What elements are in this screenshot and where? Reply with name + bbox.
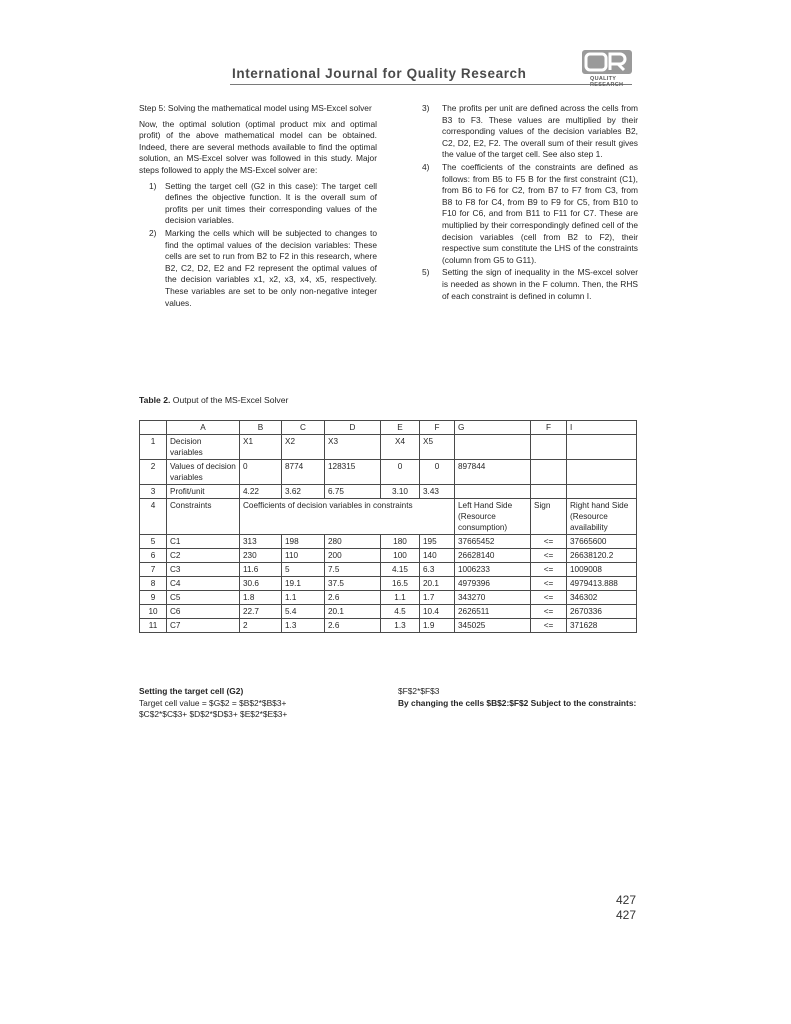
list-text: Setting the sign of inequality in the MS-excel solver is needed as shown in the F column. Then, the RHS of each constraint is defined in column I.	[442, 267, 638, 301]
table-row	[140, 485, 637, 499]
table-cell: 140	[420, 549, 455, 563]
table-cell: 897844	[455, 460, 531, 485]
list-item	[139, 228, 377, 309]
table-cell: 1.3	[282, 619, 325, 633]
table-cell	[455, 485, 531, 499]
header-cell: F	[420, 421, 455, 435]
table-row	[140, 563, 637, 577]
page-number: 427	[615, 893, 636, 907]
target-cell-formula-line-3: $F$2*$F$3	[398, 686, 440, 696]
table-cell	[531, 435, 567, 460]
table-cell: 110	[282, 549, 325, 563]
list-text: Setting the target cell (G2 in this case): The target cell defines the objective function. It is the overall sum of profits per unit times their corresponding values of the decision variables.	[165, 180, 377, 226]
table-cell: 26638120.2	[567, 549, 637, 563]
journal-logo	[578, 50, 636, 90]
table-cell: C3	[167, 563, 240, 577]
header-rule	[230, 84, 632, 85]
table-cell: <=	[531, 563, 567, 577]
table-row	[140, 577, 637, 591]
step-heading: Step 5: Solving the mathematical model using MS-Excel solver	[139, 103, 372, 113]
table-cell: 2	[240, 619, 282, 633]
list-item	[422, 162, 638, 266]
table-cell: C7	[167, 619, 240, 633]
header-cell: A	[167, 421, 240, 435]
table-cell: <=	[531, 605, 567, 619]
list-item	[422, 267, 638, 302]
right-column	[422, 103, 638, 303]
table-cell: 4979413.888	[567, 577, 637, 591]
table-cell: X3	[325, 435, 381, 460]
table-cell: Coefficients of decision variables in constraints	[240, 499, 455, 535]
table-cell	[455, 435, 531, 460]
table-cell: 230	[240, 549, 282, 563]
table-cell: 2626511	[455, 605, 531, 619]
list-number: 1)	[149, 180, 157, 191]
table-cell: 198	[282, 535, 325, 549]
table-cell: Values of decision variables	[167, 460, 240, 485]
intro-paragraph: Now, the optimal solution (optimal product mix and optimal profit) of the above mathematical model can be obtained. Indeed, there are several methods available to find the optimal solution, an MS-Excel solver was followed in this study. Major steps followed to apply the MS-Excel solver are:	[139, 118, 377, 175]
list-text: Marking the cells which will be subjected to changes to find the optimal values of the decision variables: These cells are set to run from B2 to F2 in this research, where B2, C2, D2, E2 and F2 represent the optimal values of the decision variables x1, x2, x3, x4, x5, respectively. These variables are set to be only non-negative integer values.	[165, 227, 377, 308]
changing-cells-text: By changing the cells $B$2:$F$2 Subject to the constraints:	[398, 697, 637, 708]
table-cell: 1006233	[455, 563, 531, 577]
table-cell	[567, 435, 637, 460]
qr-logo-icon	[582, 50, 632, 74]
table-cell: 0	[240, 460, 282, 485]
table-cell: 4.22	[240, 485, 282, 499]
table-cell: 1.3	[381, 619, 420, 633]
table-cell: 3.62	[282, 485, 325, 499]
table-cell: 2670336	[567, 605, 637, 619]
table-cell: 10	[140, 605, 167, 619]
table-cell: 1.8	[240, 591, 282, 605]
table-header-row	[140, 421, 637, 435]
table-cell: 20.1	[420, 577, 455, 591]
steps-list-right	[422, 103, 638, 302]
table-cell: 280	[325, 535, 381, 549]
header-cell: D	[325, 421, 381, 435]
table-cell: 10.4	[420, 605, 455, 619]
list-text: The coefficients of the constraints are defined as follows: from B5 to F5 B for the first constraint (C1), from B6 to F6 for C2, from B7 to F7 from C3, from B8 to F8 for C4, from B9 to F9 for C5, from B10 to F10 for C6, and from B11 to F11 for C7. These are multiplied by their correspondingly defined cell of the decision variables (cell from B2 to F2), their respective sum constitute the LHS of the constraints (column from G5 to G11).	[442, 161, 638, 265]
table-cell: 11.6	[240, 563, 282, 577]
table-caption	[139, 395, 288, 405]
table-cell: Right hand Side (Resource availability	[567, 499, 637, 535]
table-cell: Sign	[531, 499, 567, 535]
table-cell: 4.15	[381, 563, 420, 577]
list-number: 2)	[149, 227, 157, 238]
table-cell: 8	[140, 577, 167, 591]
table-cell: 343270	[455, 591, 531, 605]
target-cell-formula-line-2: $C$2*$C$3+ $D$2*$D$3+ $E$2*$E$3+	[139, 709, 288, 720]
table-cell: Constraints	[167, 499, 240, 535]
table-cell: Decision variables	[167, 435, 240, 460]
header-cell: I	[567, 421, 637, 435]
page-number: 427	[615, 908, 636, 922]
table-cell: 195	[420, 535, 455, 549]
table-cell: 0	[381, 460, 420, 485]
table-cell: <=	[531, 591, 567, 605]
table-cell: 3.10	[381, 485, 420, 499]
journal-title: International Journal for Quality Research	[232, 66, 527, 81]
table-cell: 1.9	[420, 619, 455, 633]
logo-caption-research: RESEARCH	[590, 82, 624, 88]
table-cell: 200	[325, 549, 381, 563]
table-cell: X4	[381, 435, 420, 460]
table-caption-label: Table 2.	[139, 395, 171, 405]
table-cell: X1	[240, 435, 282, 460]
table-row	[140, 591, 637, 605]
table-row	[140, 499, 637, 535]
table-cell: C2	[167, 549, 240, 563]
table-cell: 2.6	[325, 619, 381, 633]
list-number: 5)	[422, 267, 430, 278]
table-cell: 4.5	[381, 605, 420, 619]
table-cell: <=	[531, 619, 567, 633]
table-cell: 1	[140, 435, 167, 460]
table-cell: 5	[282, 563, 325, 577]
table-cell: 5.4	[282, 605, 325, 619]
table-cell: 37665452	[455, 535, 531, 549]
table-cell: 7	[140, 563, 167, 577]
table-cell: <=	[531, 549, 567, 563]
table-cell: 313	[240, 535, 282, 549]
table-cell: 37.5	[325, 577, 381, 591]
steps-list-left	[139, 181, 377, 310]
logo-caption-quality: QUALITY	[590, 76, 617, 82]
table-cell	[531, 460, 567, 485]
table-cell: 128315	[325, 460, 381, 485]
table-cell: 346302	[567, 591, 637, 605]
table-cell: C1	[167, 535, 240, 549]
list-item	[422, 103, 638, 161]
target-cell-heading: Setting the target cell (G2)	[139, 686, 244, 696]
table-cell: 2.6	[325, 591, 381, 605]
table-cell: 11	[140, 619, 167, 633]
table-cell: C6	[167, 605, 240, 619]
table-cell: Left Hand Side (Resource consumption)	[455, 499, 531, 535]
table-cell: <=	[531, 577, 567, 591]
table-cell: 30.6	[240, 577, 282, 591]
header-cell: C	[282, 421, 325, 435]
table-cell	[531, 485, 567, 499]
target-cell-section	[139, 686, 379, 721]
table-row	[140, 605, 637, 619]
table-cell: C5	[167, 591, 240, 605]
table-cell: <=	[531, 535, 567, 549]
table-cell: 19.1	[282, 577, 325, 591]
header-cell: G	[455, 421, 531, 435]
table-cell: 8774	[282, 460, 325, 485]
header-cell: E	[381, 421, 420, 435]
list-text: The profits per unit are defined across the cells from B3 to F3. These values are multiplied by their corresponding values of the decision variables B2, C2, D2, E2, F2. The overall sum of their result gives the value of the target cell. See also step 1.	[442, 103, 638, 160]
left-column	[139, 103, 377, 310]
list-item	[139, 181, 377, 227]
table-cell: 7.5	[325, 563, 381, 577]
table-cell: 4	[140, 499, 167, 535]
solver-output-table	[139, 420, 637, 633]
table-cell: 22.7	[240, 605, 282, 619]
table-cell: 9	[140, 591, 167, 605]
table-cell: 1.1	[381, 591, 420, 605]
table-cell: 3	[140, 485, 167, 499]
table-cell: 371628	[567, 619, 637, 633]
table-cell: 1009008	[567, 563, 637, 577]
table-row	[140, 549, 637, 563]
table-cell: Profit/unit	[167, 485, 240, 499]
table-cell	[567, 460, 637, 485]
table-cell: X5	[420, 435, 455, 460]
table-cell: 0	[420, 460, 455, 485]
table-cell: 6.3	[420, 563, 455, 577]
table-cell: 20.1	[325, 605, 381, 619]
table-cell: 1.7	[420, 591, 455, 605]
table-row	[140, 619, 637, 633]
table-cell: 345025	[455, 619, 531, 633]
list-number: 3)	[422, 103, 430, 113]
table-cell: 5	[140, 535, 167, 549]
table-cell: 100	[381, 549, 420, 563]
table-cell: 1.1	[282, 591, 325, 605]
table-cell: 4979396	[455, 577, 531, 591]
table-cell: 3.43	[420, 485, 455, 499]
table-row	[140, 535, 637, 549]
table-cell: 6	[140, 549, 167, 563]
table-row	[140, 460, 637, 485]
table-cell: 37665600	[567, 535, 637, 549]
table-cell: 26628140	[455, 549, 531, 563]
table-cell: 16.5	[381, 577, 420, 591]
table-cell: C4	[167, 577, 240, 591]
table-cell: 6.75	[325, 485, 381, 499]
table-cell	[567, 485, 637, 499]
header-cell: F	[531, 421, 567, 435]
table-caption-text: Output of the MS-Excel Solver	[170, 395, 289, 405]
target-cell-formula-line-1: Target cell value = $G$2 = $B$2*$B$3+	[139, 697, 287, 708]
table-cell: 2	[140, 460, 167, 485]
changing-cells-section	[398, 686, 638, 709]
table-cell: X2	[282, 435, 325, 460]
header-cell: B	[240, 421, 282, 435]
table-cell: 180	[381, 535, 420, 549]
table-row	[140, 435, 637, 460]
list-number: 4)	[422, 161, 430, 172]
header-cell	[140, 421, 167, 435]
